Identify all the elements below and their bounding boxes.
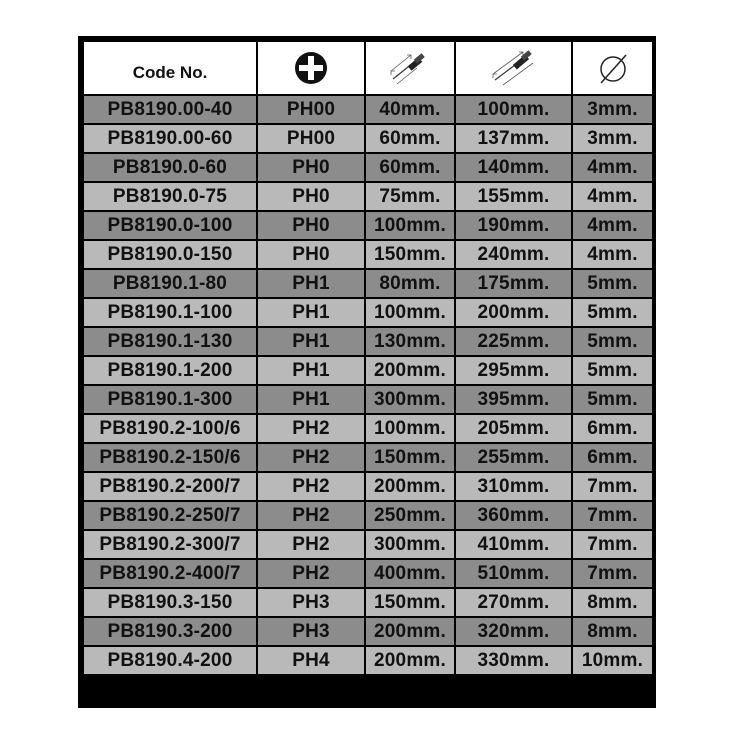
blade-length-cell: 40mm. <box>365 95 455 124</box>
diameter-cell: 4mm. <box>572 240 653 269</box>
phillips-size-cell: PH3 <box>257 617 365 646</box>
code-number-cell: PB8190.0-150 <box>83 240 257 269</box>
table-row <box>83 501 653 530</box>
phillips-size-cell: PH1 <box>257 356 365 385</box>
overall-length-cell: 155mm. <box>455 182 572 211</box>
blade-length-cell: 100mm. <box>365 298 455 327</box>
table-row <box>83 269 653 298</box>
code-number-cell: PB8190.00-40 <box>83 95 257 124</box>
code-number-cell: PB8190.2-200/7 <box>83 472 257 501</box>
diameter-cell: 5mm. <box>572 269 653 298</box>
overall-length-cell: 240mm. <box>455 240 572 269</box>
overall-length-cell: 190mm. <box>455 211 572 240</box>
table-row <box>83 443 653 472</box>
code-number-cell: PB8190.00-60 <box>83 124 257 153</box>
code-number-header: Code No. <box>83 41 257 95</box>
diameter-cell: 5mm. <box>572 327 653 356</box>
diameter-cell: 3mm. <box>572 124 653 153</box>
blade-length-cell: 60mm. <box>365 124 455 153</box>
blade-length-cell: 150mm. <box>365 588 455 617</box>
overall-length-cell: 320mm. <box>455 617 572 646</box>
overall-length-cell: 255mm. <box>455 443 572 472</box>
overall-length-cell: 270mm. <box>455 588 572 617</box>
phillips-size-cell: PH3 <box>257 588 365 617</box>
table-row <box>83 95 653 124</box>
overall-length-cell: 140mm. <box>455 153 572 182</box>
blade-length-cell: 80mm. <box>365 269 455 298</box>
phillips-size-cell: PH2 <box>257 559 365 588</box>
diameter-cell: 10mm. <box>572 646 653 675</box>
diameter-cell: 5mm. <box>572 356 653 385</box>
table-row <box>83 240 653 269</box>
overall-length-cell: 137mm. <box>455 124 572 153</box>
diameter-cell: 7mm. <box>572 472 653 501</box>
phillips-size-cell: PH0 <box>257 240 365 269</box>
diameter-cell: 3mm. <box>572 95 653 124</box>
code-number-cell: PB8190.1-100 <box>83 298 257 327</box>
overall-length-cell: 510mm. <box>455 559 572 588</box>
overall-length-cell: 395mm. <box>455 385 572 414</box>
blade-length-cell: 130mm. <box>365 327 455 356</box>
code-number-cell: PB8190.1-300 <box>83 385 257 414</box>
code-number-cell: PB8190.3-150 <box>83 588 257 617</box>
phillips-size-cell: PH1 <box>257 327 365 356</box>
code-number-cell: PB8190.2-250/7 <box>83 501 257 530</box>
table-row <box>83 646 653 675</box>
phillips-size-cell: PH2 <box>257 501 365 530</box>
overall-length-cell: 330mm. <box>455 646 572 675</box>
blade-length-cell: 250mm. <box>365 501 455 530</box>
phillips-size-cell: PH1 <box>257 298 365 327</box>
overall-length-cell: 295mm. <box>455 356 572 385</box>
blade-length-cell: 100mm. <box>365 211 455 240</box>
code-number-cell: PB8190.0-75 <box>83 182 257 211</box>
overall-length-cell: 100mm. <box>455 95 572 124</box>
code-number-cell: PB8190.2-400/7 <box>83 559 257 588</box>
header-row <box>83 41 653 95</box>
table-row <box>83 182 653 211</box>
code-number-cell: PB8190.3-200 <box>83 617 257 646</box>
blade-length-cell: 200mm. <box>365 617 455 646</box>
blade-length-cell: 60mm. <box>365 153 455 182</box>
phillips-size-cell: PH2 <box>257 443 365 472</box>
diameter-cell: 7mm. <box>572 559 653 588</box>
diameter-cell: 4mm. <box>572 182 653 211</box>
table-row <box>83 559 653 588</box>
blade-length-cell: 300mm. <box>365 530 455 559</box>
code-number-cell: PB8190.2-100/6 <box>83 414 257 443</box>
table-row <box>83 530 653 559</box>
code-number-cell: PB8190.1-200 <box>83 356 257 385</box>
overall-length-cell: 360mm. <box>455 501 572 530</box>
diameter-cell: 4mm. <box>572 211 653 240</box>
phillips-size-cell: PH0 <box>257 211 365 240</box>
overall-length-cell: 205mm. <box>455 414 572 443</box>
phillips-size-cell: PH00 <box>257 95 365 124</box>
blade-length-cell: 200mm. <box>365 472 455 501</box>
code-number-cell: PB8190.1-130 <box>83 327 257 356</box>
spec-table <box>82 40 654 676</box>
diameter-cell: 7mm. <box>572 530 653 559</box>
diameter-cell: 6mm. <box>572 443 653 472</box>
diameter-cell: 5mm. <box>572 298 653 327</box>
diameter-cell: 8mm. <box>572 588 653 617</box>
overall-length-cell: 175mm. <box>455 269 572 298</box>
blade-length-cell: 300mm. <box>365 385 455 414</box>
diameter-cell: 7mm. <box>572 501 653 530</box>
blade-length-cell: 200mm. <box>365 356 455 385</box>
phillips-size-cell: PH00 <box>257 124 365 153</box>
table-row <box>83 356 653 385</box>
code-number-cell: PB8190.0-60 <box>83 153 257 182</box>
overall-length-cell: 410mm. <box>455 530 572 559</box>
blade-length-cell: 100mm. <box>365 414 455 443</box>
overall-length-icon <box>455 41 572 95</box>
phillips-size-cell: PH2 <box>257 530 365 559</box>
table-row <box>83 153 653 182</box>
code-number-cell: PB8190.2-150/6 <box>83 443 257 472</box>
table-row <box>83 211 653 240</box>
blade-length-cell: 150mm. <box>365 443 455 472</box>
overall-length-cell: 200mm. <box>455 298 572 327</box>
blade-length-cell: 400mm. <box>365 559 455 588</box>
code-number-cell: PB8190.0-100 <box>83 211 257 240</box>
phillips-cross-icon <box>257 41 365 95</box>
diameter-cell: 5mm. <box>572 385 653 414</box>
table-row <box>83 588 653 617</box>
code-number-cell: PB8190.2-300/7 <box>83 530 257 559</box>
diameter-cell: 8mm. <box>572 617 653 646</box>
spec-table-frame <box>78 36 656 708</box>
blade-length-icon <box>365 41 455 95</box>
blade-length-cell: 150mm. <box>365 240 455 269</box>
code-number-cell: PB8190.4-200 <box>83 646 257 675</box>
table-row <box>83 385 653 414</box>
blade-length-cell: 75mm. <box>365 182 455 211</box>
blade-length-cell: 200mm. <box>365 646 455 675</box>
table-row <box>83 617 653 646</box>
table-row <box>83 124 653 153</box>
table-row <box>83 298 653 327</box>
code-number-cell: PB8190.1-80 <box>83 269 257 298</box>
phillips-size-cell: PH0 <box>257 182 365 211</box>
diameter-cell: 6mm. <box>572 414 653 443</box>
diameter-cell: 4mm. <box>572 153 653 182</box>
table-row <box>83 472 653 501</box>
overall-length-cell: 310mm. <box>455 472 572 501</box>
overall-length-cell: 225mm. <box>455 327 572 356</box>
table-row <box>83 327 653 356</box>
diameter-icon <box>572 41 653 95</box>
phillips-size-cell: PH2 <box>257 472 365 501</box>
phillips-size-cell: PH1 <box>257 385 365 414</box>
table-row <box>83 414 653 443</box>
phillips-size-cell: PH4 <box>257 646 365 675</box>
phillips-size-cell: PH1 <box>257 269 365 298</box>
phillips-size-cell: PH0 <box>257 153 365 182</box>
phillips-size-cell: PH2 <box>257 414 365 443</box>
